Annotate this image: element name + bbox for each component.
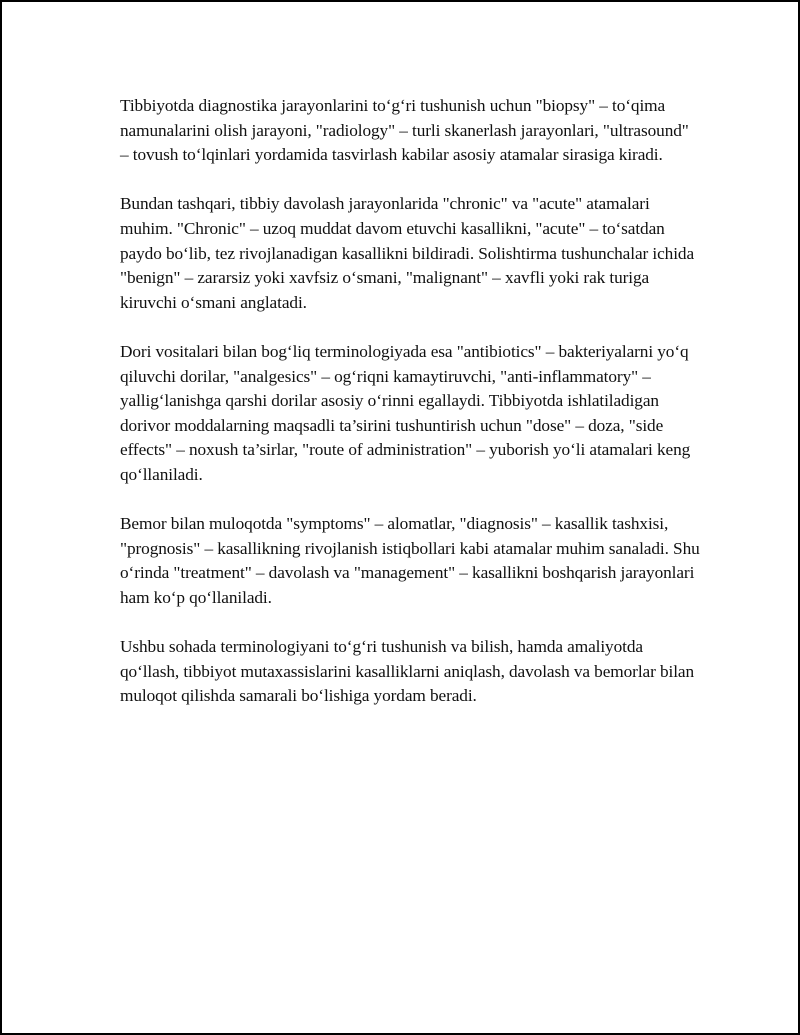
- paragraph-conclusion: Ushbu sohada terminologiyani to‘g‘ri tushunish va bilish, hamda amaliyotda qo‘llash, tibbiyot mutaxassislarini kasalliklarni aniqlash, davolash va bemorlar bilan muloqot qilishda samarali bo‘lishiga yordam beradi.: [120, 637, 695, 706]
- paragraph-patient-communication: Bemor bilan muloqotda "symptoms" – alomatlar, "diagnosis" – kasallik tashxisi, "prognosis" – kasallikning rivojlanish istiqbollari kabi atamalar muhim sanaladi. Shu o‘rinda "treatment" – davolash va "management" – kasallikni boshqarish jarayonlari ham ko‘p qo‘llaniladi.: [120, 514, 700, 607]
- paragraph-diagnostics: Tibbiyotda diagnostika jarayonlarini to‘g‘ri tushunish uchun "biopsy" – to‘qima namunalarini olish jarayoni, "radiology" – turli skanerlash jarayonlari, "ultrasound" – tovush to‘lqinlari yordamida tasvirlash kabilar asosiy atamalar sirasiga kiradi.: [120, 96, 689, 165]
- document-body: [120, 94, 700, 733]
- paragraph-medication-terms: Dori vositalari bilan bog‘liq terminologiyada esa "antibiotics" – bakteriyalarni yo‘q qiluvchi dorilar, "analgesics" – og‘riqni kamaytiruvchi, "anti-inflammatory" – yallig‘lanishga qarshi dorilar asosiy o‘rinni egallaydi. Tibbiyotda ishlatiladigan dorivor moddalarning maqsadli ta’sirini tushuntirish uchun "dose" – doza, "side effects" – noxush ta’sirlar, "route of administration" – yuborish yo‘li atamalari keng qo‘llaniladi.: [120, 341, 691, 484]
- paragraph-treatment-terms: Bundan tashqari, tibbiy davolash jarayonlarida "chronic" va "acute" atamalari muhim. "Chronic" – uzoq muddat davom etuvchi kasallikni, "acute" – to‘satdan paydo bo‘lib, tez rivojlanadigan kasallikni bildiradi. Solishtirma tushunchalar ichida "benign" – zararsiz yoki xavfsiz o‘smani, "malignant" – xavfli yoki rak turiga kiruvchi o‘smani anglatadi.: [120, 194, 695, 312]
